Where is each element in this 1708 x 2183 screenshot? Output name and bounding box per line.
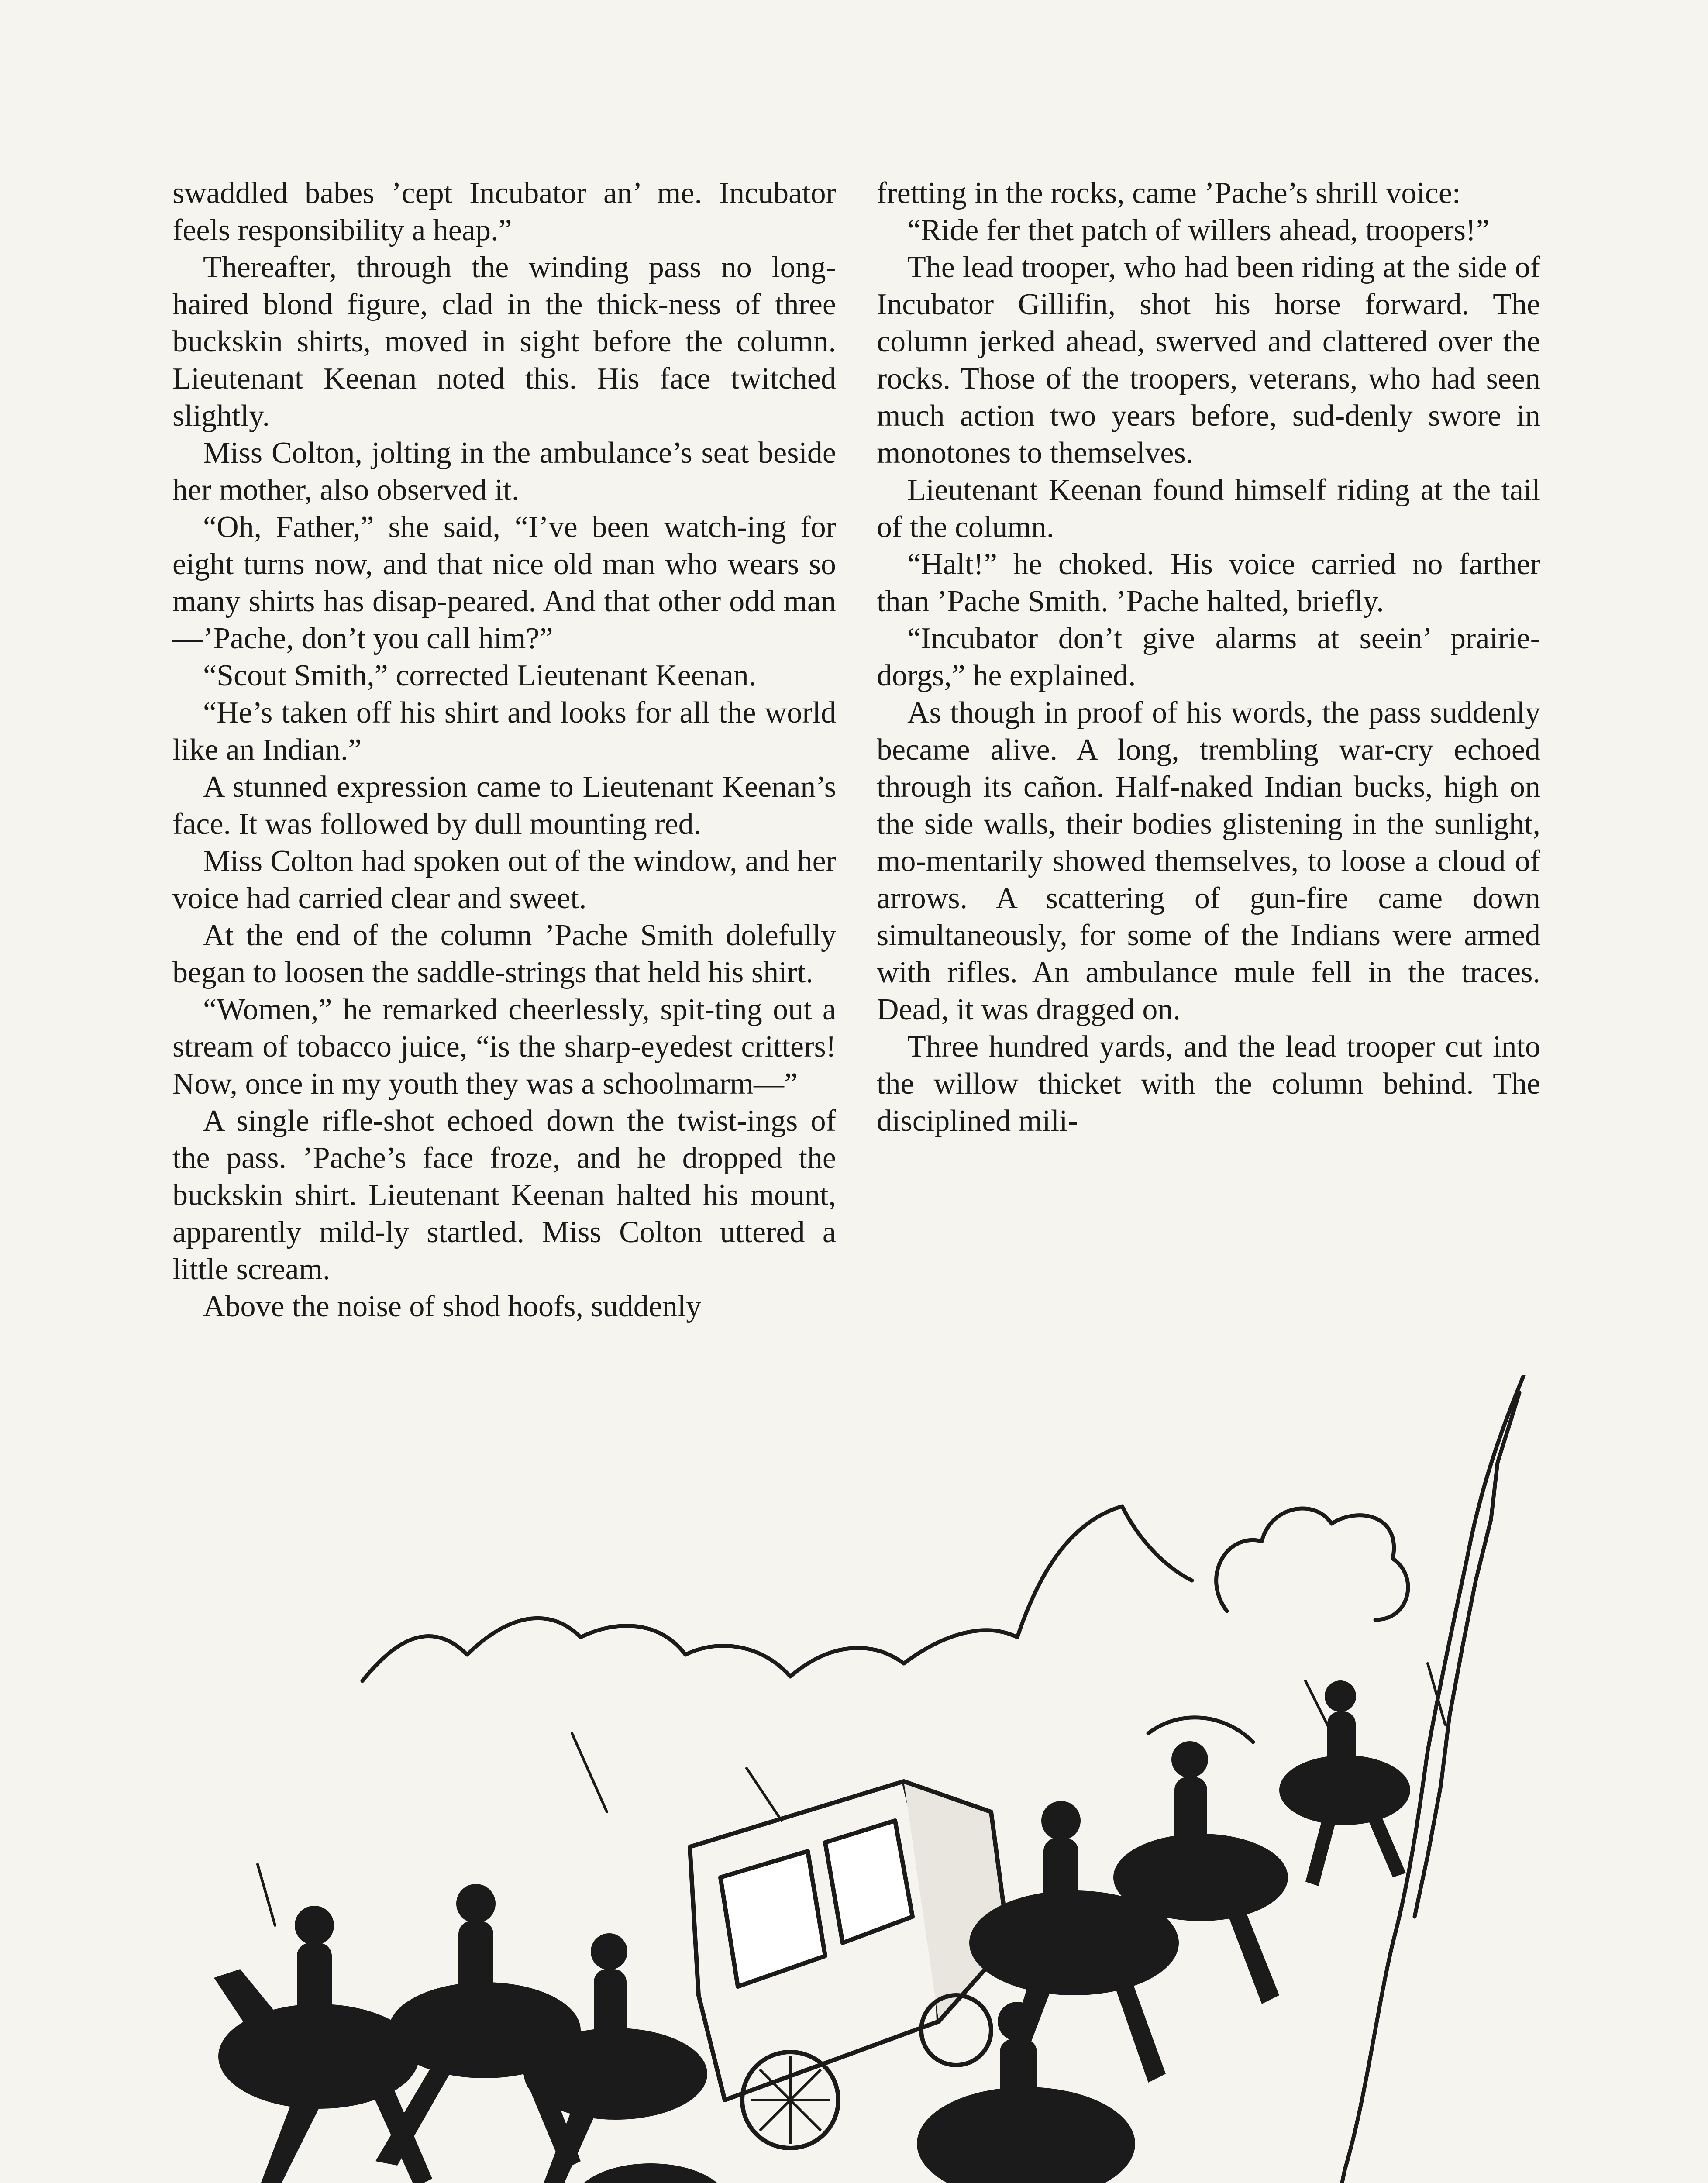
paragraph: At the end of the column ’Pache Smith dolefully began to loosen the saddle-strings that held his shirt. bbox=[172, 919, 836, 989]
cloud bbox=[1216, 1508, 1408, 1620]
paragraph: Miss Colton, jolting in the ambulance’s seat beside her mother, also observed it. bbox=[172, 436, 836, 507]
paragraph: Three hundred yards, and the lead trooper cut into the willow thicket with the column behind. The disciplined mili- bbox=[877, 1030, 1540, 1138]
ambulance-wagon bbox=[690, 1781, 1009, 2148]
text-column-right bbox=[877, 175, 1540, 1140]
paragraph: swaddled babes ’cept Incubator an’ me. Incubator feels responsibility a heap.” bbox=[172, 176, 836, 247]
paragraph: Above the noise of shod hoofs, suddenly bbox=[203, 1290, 702, 1323]
paragraph: Thereafter, through the winding pass no long-haired blond figure, clad in the thick-ness of three buckskin shirts, moved in sight before the column. Lieutenant Keenan noted this. His face twitched slightly. bbox=[172, 251, 836, 433]
paragraph: “Ride fer thet patch of willers ahead, troopers!” bbox=[907, 213, 1490, 247]
text-column-left bbox=[172, 175, 836, 1325]
distant-hills bbox=[362, 1618, 790, 1681]
paragraph: A single rifle-shot echoed down the twist-ings of the pass. ’Pache’s face froze, and he dropped the buckskin shirt. Lieutenant Keenan halted his mount, apparently mild-ly startled. Miss Colton uttered a little scream. bbox=[172, 1104, 836, 1286]
ambush-illustration bbox=[188, 1375, 1550, 2183]
paragraph: As though in proof of his words, the pass suddenly became alive. A long, trembling war-cry echoed through its cañon. Half-naked Indian bucks, high on the side walls, their bodies glistening in the sunlight, mo-mentarily showed themselves, to loose a cloud of arrows. A scattering of gun-fire came down simultaneously, for some of the Indians were armed with rifles. An ambulance mule fell in the traces. Dead, it was dragged on. bbox=[877, 696, 1540, 1026]
paragraph: “Halt!” he choked. His voice carried no farther than ’Pache Smith. ’Pache halted, briefly. bbox=[877, 547, 1540, 618]
paragraph: A stunned expression came to Lieutenant Keenan’s face. It was followed by dull mounting red. bbox=[172, 770, 836, 841]
paragraph: The lead trooper, who had been riding at the side of Incubator Gillifin, shot his horse forward. The column jerked ahead, swerved and clattered over the rocks. Those of the troopers, veterans, who had seen much action two years before, sud-denly swore in monotones to themselves. bbox=[877, 251, 1540, 470]
paragraph: “Incubator don’t give alarms at seein’ prairie-dorgs,” he explained. bbox=[877, 622, 1540, 692]
paragraph: “Oh, Father,” she said, “I’ve been watch-ing for eight turns now, and that nice old man who wears so many shirts has disap-peared. And that other odd man—’Pache, don’t you call him?” bbox=[172, 510, 836, 655]
paragraph: Lieutenant Keenan found himself riding at the tail of the column. bbox=[877, 473, 1540, 544]
paragraph: “He’s taken off his shirt and looks for all the world like an Indian.” bbox=[172, 696, 836, 767]
paragraph: Miss Colton had spoken out of the window, and her voice had carried clear and sweet. bbox=[172, 844, 836, 915]
paragraph: “Women,” he remarked cheerlessly, spit-ting out a stream of tobacco juice, “is the sharp-eyedest critters! Now, once in my youth they was a schoolmarm—” bbox=[172, 993, 836, 1101]
paragraph: “Scout Smith,” corrected Lieutenant Keenan. bbox=[203, 659, 757, 692]
paragraph: fretting in the rocks, came ’Pache’s shrill voice: bbox=[877, 176, 1461, 210]
